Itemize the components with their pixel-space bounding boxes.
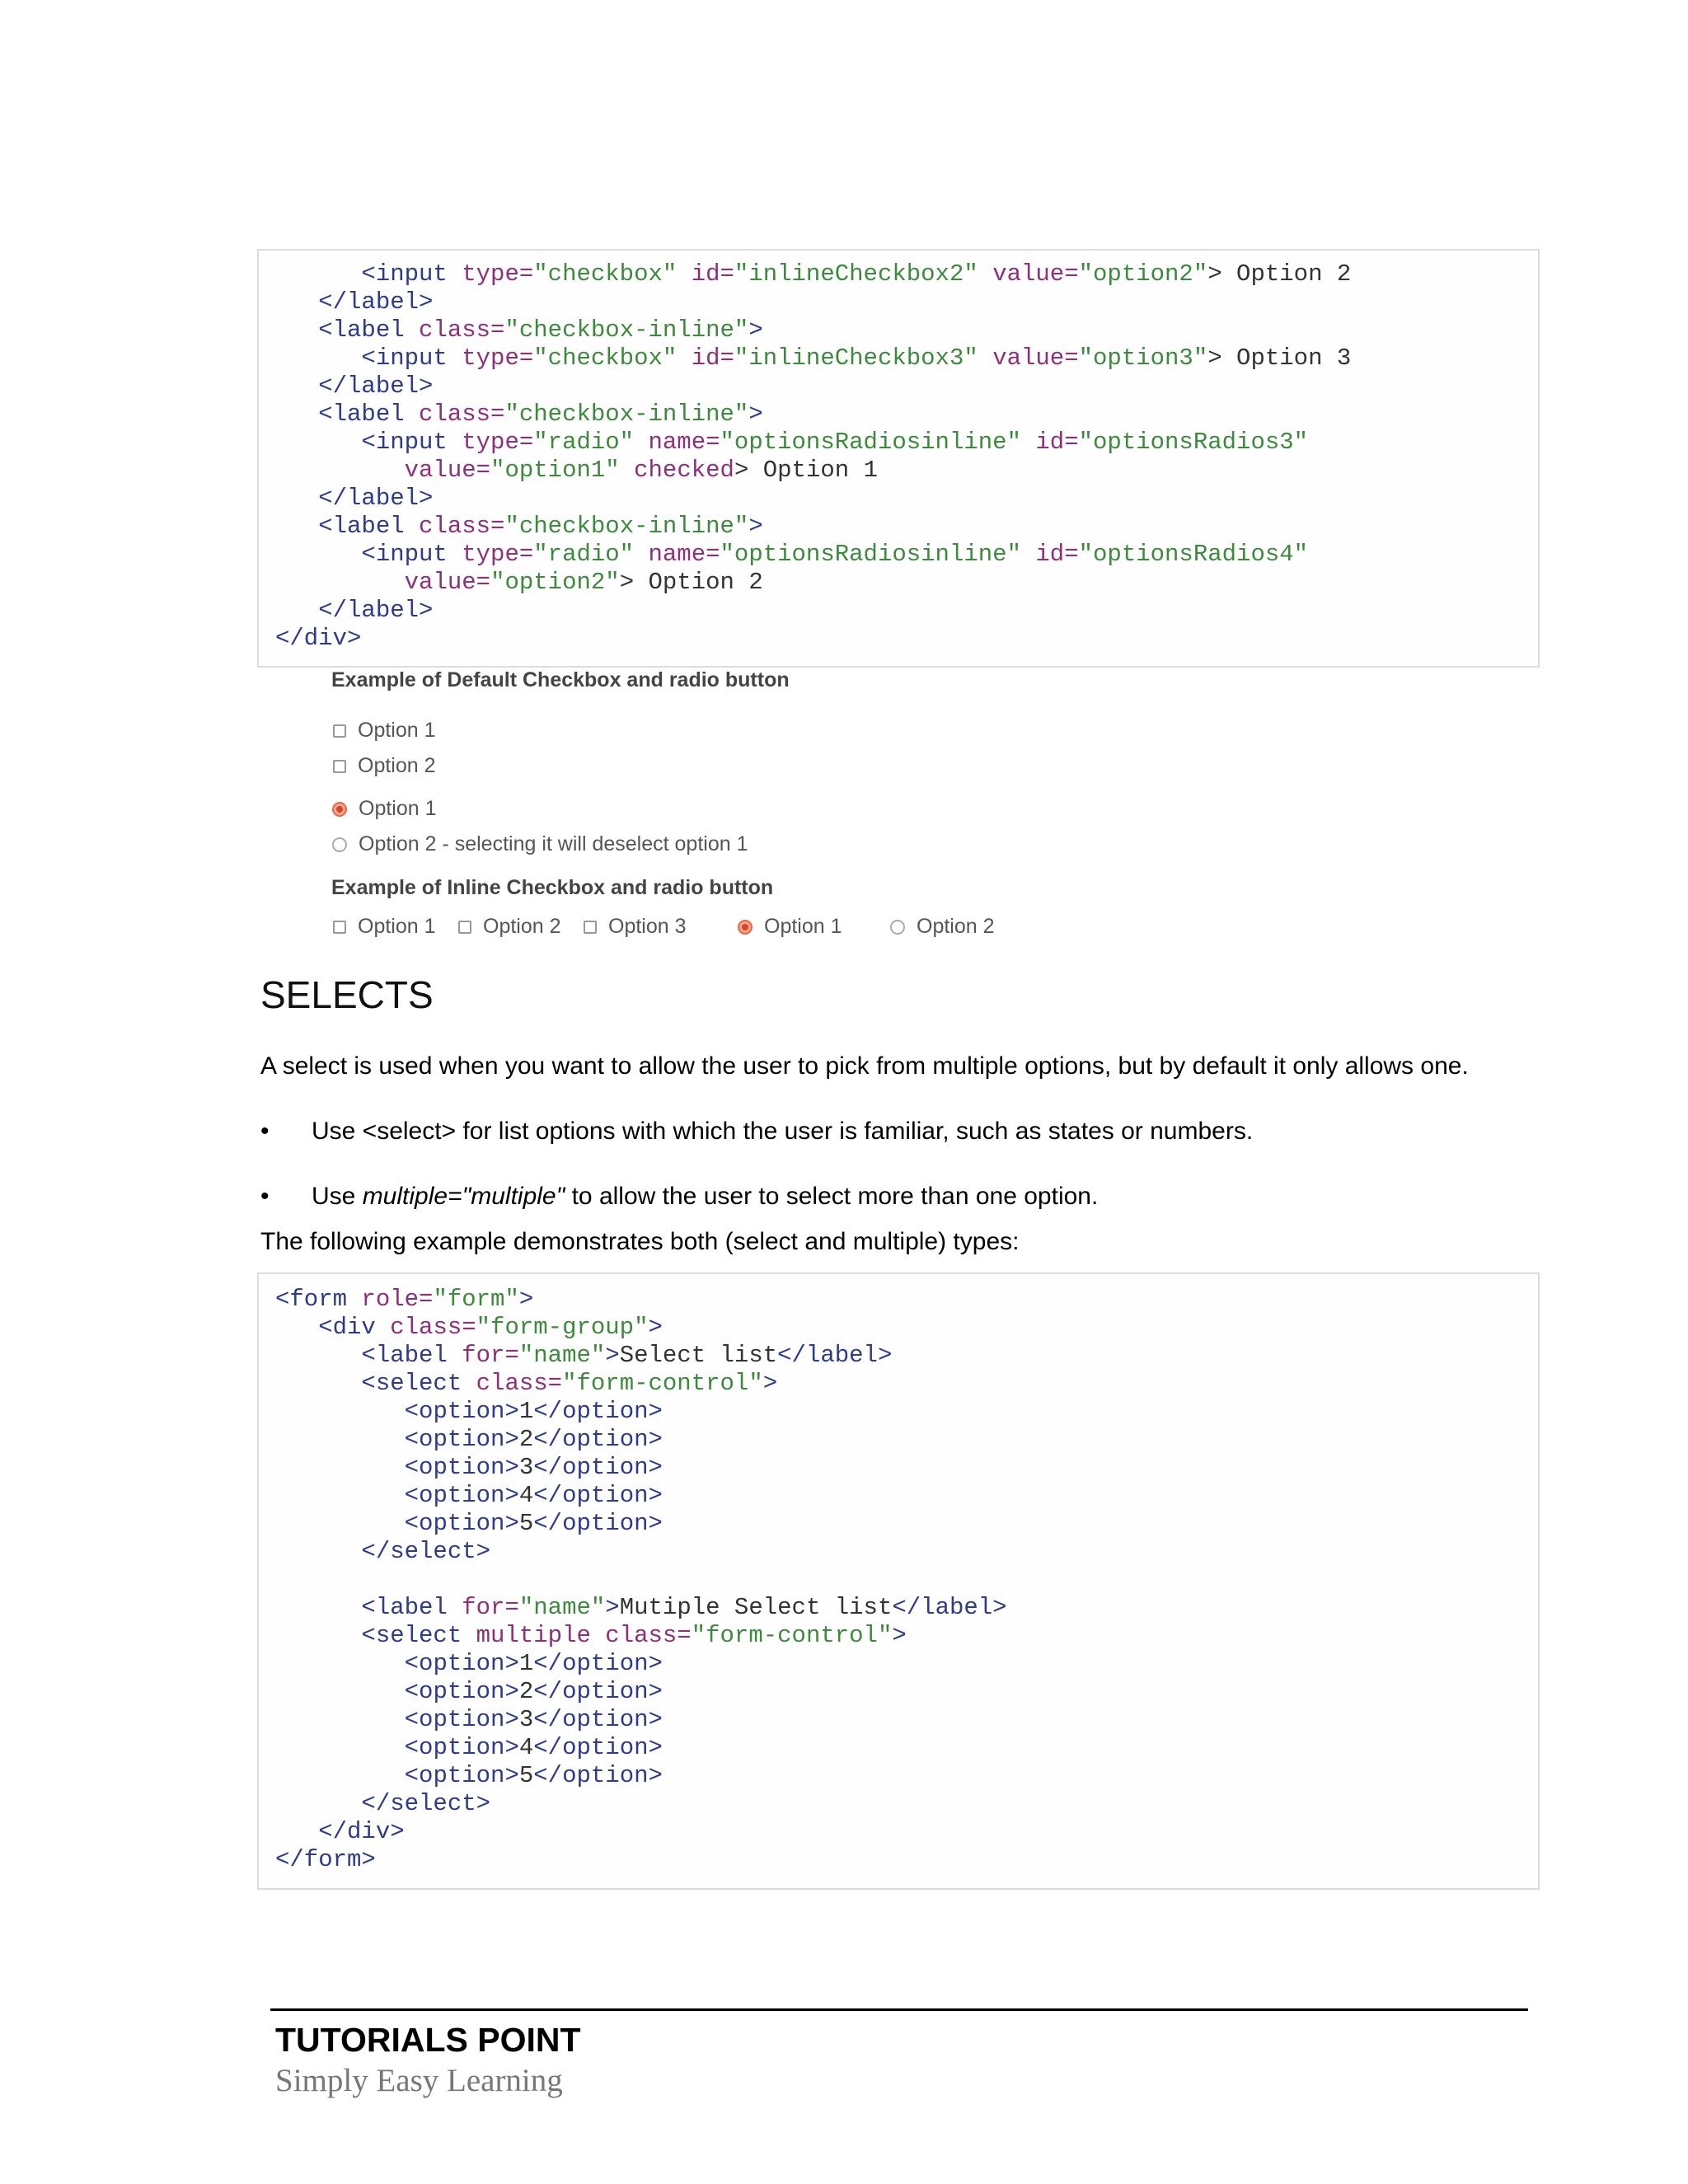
checkbox-icon[interactable] bbox=[333, 921, 346, 934]
code-line bbox=[275, 569, 1538, 597]
code-token bbox=[275, 1342, 361, 1369]
bullet-text-prefix: Use bbox=[312, 1183, 363, 1210]
code-line bbox=[275, 1398, 1538, 1426]
code-token: 2 bbox=[518, 1426, 534, 1453]
code-token: > Option 2 bbox=[619, 569, 763, 596]
code-token: "option3" bbox=[1078, 344, 1208, 372]
code-token: <label bbox=[361, 1594, 462, 1621]
code-token: "option1" bbox=[490, 457, 620, 484]
code-token: id= bbox=[691, 260, 734, 288]
code-token: "name" bbox=[518, 1594, 606, 1621]
footer-subtitle: Simply Easy Learning bbox=[275, 2063, 563, 2098]
code-line bbox=[275, 1482, 1538, 1510]
code-token: </option> bbox=[533, 1762, 663, 1789]
code-token: type= bbox=[462, 429, 534, 456]
code-token: <select bbox=[361, 1370, 476, 1397]
code-token bbox=[1021, 429, 1035, 456]
code-token: </option> bbox=[533, 1650, 663, 1677]
code-line bbox=[275, 1622, 1538, 1650]
code-token: <label bbox=[318, 401, 420, 428]
code-token: <input bbox=[361, 429, 462, 456]
code-token: "radio" bbox=[533, 541, 635, 568]
code-token: <option> bbox=[404, 1678, 519, 1705]
code-line bbox=[275, 1510, 1538, 1538]
code-token bbox=[275, 1426, 405, 1453]
code-line bbox=[275, 1286, 1538, 1314]
code-line bbox=[275, 1314, 1538, 1342]
code-token: "inlineCheckbox3" bbox=[734, 344, 978, 372]
code-token: value= bbox=[404, 457, 491, 484]
checkbox-icon[interactable] bbox=[333, 724, 346, 738]
code-token: <label bbox=[318, 316, 420, 344]
code-token: for= bbox=[462, 1594, 519, 1621]
code-token bbox=[275, 1790, 361, 1817]
code-token: "name" bbox=[518, 1342, 606, 1369]
example-intro: The following example demonstrates both (select and multiple) types: bbox=[260, 1228, 1020, 1255]
code-token: <option> bbox=[404, 1398, 519, 1425]
code-token bbox=[275, 597, 318, 624]
code-token: class= bbox=[605, 1622, 692, 1649]
code-token: Select list bbox=[619, 1342, 778, 1369]
code-line bbox=[275, 513, 1538, 541]
code-line bbox=[275, 1790, 1538, 1818]
code-block-1 bbox=[257, 249, 1540, 668]
demo-inline-checkbox-2[interactable] bbox=[458, 915, 561, 939]
code-line bbox=[275, 316, 1538, 344]
code-token bbox=[275, 373, 318, 400]
code-token: </option> bbox=[533, 1510, 663, 1537]
code-token: class= bbox=[419, 401, 505, 428]
code-token: "checkbox" bbox=[533, 260, 678, 288]
code-token: "form" bbox=[433, 1286, 519, 1313]
code-token: > bbox=[748, 401, 763, 428]
demo-default-radio-2[interactable] bbox=[332, 832, 748, 856]
code-token: 1 bbox=[518, 1650, 534, 1677]
code-token: 4 bbox=[518, 1482, 534, 1509]
code-token: id= bbox=[1035, 541, 1079, 568]
code-line bbox=[275, 1650, 1538, 1678]
code-token: </label> bbox=[318, 373, 434, 400]
code-line bbox=[275, 1678, 1538, 1706]
code-token: </option> bbox=[533, 1398, 663, 1425]
code-token: > bbox=[518, 1286, 534, 1313]
demo-default-checkbox-1[interactable] bbox=[333, 719, 436, 743]
code-token: "optionsRadiosinline" bbox=[720, 541, 1021, 568]
code-token: </div> bbox=[275, 625, 362, 652]
code-token bbox=[275, 1510, 405, 1537]
demo-inline-radio-2[interactable] bbox=[890, 915, 995, 939]
code-token bbox=[978, 260, 992, 288]
code-token: name= bbox=[648, 541, 720, 568]
code-line bbox=[275, 429, 1538, 457]
code-token: > bbox=[605, 1342, 620, 1369]
code-token: "option2" bbox=[1078, 260, 1208, 288]
code-token: > Option 3 bbox=[1207, 344, 1352, 372]
code-line bbox=[275, 1370, 1538, 1398]
code-token: class= bbox=[419, 316, 505, 344]
code-token bbox=[275, 1454, 405, 1481]
bullet-symbol: • bbox=[260, 1183, 270, 1210]
code-token: </label> bbox=[318, 597, 434, 624]
code-token: Mutiple Select list bbox=[619, 1594, 893, 1621]
code-token bbox=[275, 1622, 361, 1649]
code-token: <label bbox=[318, 513, 420, 540]
code-token: > bbox=[748, 513, 763, 540]
code-token: "radio" bbox=[533, 429, 635, 456]
bullet-text-suffix: to allow the user to select more than one option. bbox=[565, 1183, 1099, 1210]
code-token: </option> bbox=[533, 1426, 663, 1453]
bullet-code-inline: multiple="multiple" bbox=[362, 1183, 565, 1210]
footer-title: TUTORIALS POINT bbox=[275, 2021, 581, 2059]
code-line bbox=[275, 485, 1538, 513]
bullet-text bbox=[312, 1183, 1098, 1211]
bullet-symbol: • bbox=[260, 1118, 270, 1145]
code-line bbox=[275, 625, 1538, 653]
code-token bbox=[275, 1734, 405, 1761]
code-token bbox=[275, 513, 318, 540]
code-token: 4 bbox=[518, 1734, 534, 1761]
code-token: <option> bbox=[404, 1510, 519, 1537]
code-line bbox=[275, 1566, 1538, 1594]
code-token bbox=[275, 1650, 405, 1677]
code-token bbox=[677, 344, 691, 372]
code-token bbox=[275, 569, 405, 596]
code-token: class= bbox=[390, 1314, 476, 1341]
code-token: type= bbox=[462, 344, 534, 372]
code-token bbox=[275, 457, 405, 484]
code-token: checked bbox=[634, 457, 734, 484]
code-line bbox=[275, 344, 1538, 373]
code-token: </option> bbox=[533, 1706, 663, 1733]
code-token: </div> bbox=[318, 1818, 405, 1845]
code-token bbox=[275, 1398, 405, 1425]
code-token: "checkbox-inline" bbox=[504, 513, 749, 540]
code-line bbox=[275, 260, 1538, 288]
code-token bbox=[978, 344, 992, 372]
code-token: <option> bbox=[404, 1426, 519, 1453]
code-token bbox=[634, 429, 648, 456]
code-token bbox=[634, 541, 648, 568]
option-label: Option 2 bbox=[358, 754, 436, 777]
demo-inline-checkbox-1[interactable] bbox=[333, 915, 436, 939]
code-token: 3 bbox=[518, 1454, 534, 1481]
code-token: <input bbox=[361, 260, 462, 288]
code-line bbox=[275, 401, 1538, 429]
code-token bbox=[677, 260, 691, 288]
code-line bbox=[275, 1846, 1538, 1874]
code-token: for= bbox=[462, 1342, 519, 1369]
code-token: "option2" bbox=[490, 569, 620, 596]
code-token: <option> bbox=[404, 1734, 519, 1761]
code-token: "form-group" bbox=[476, 1314, 649, 1341]
code-token bbox=[275, 485, 318, 512]
checkbox-radio-demo bbox=[321, 663, 1063, 944]
code-token: value= bbox=[992, 344, 1079, 372]
code-token: > bbox=[748, 316, 763, 344]
code-token: <option> bbox=[404, 1762, 519, 1789]
code-token: <option> bbox=[404, 1482, 519, 1509]
code-token: role= bbox=[361, 1286, 434, 1313]
code-line bbox=[275, 1454, 1538, 1482]
code-line bbox=[275, 1342, 1538, 1370]
section-heading: SELECTS bbox=[260, 973, 434, 1016]
code-line bbox=[275, 373, 1538, 401]
option-label: Option 2 bbox=[917, 915, 995, 938]
code-line bbox=[275, 1706, 1538, 1734]
code-token: class= bbox=[419, 513, 505, 540]
code-token: "optionsRadiosinline" bbox=[720, 429, 1021, 456]
option-label: Option 3 bbox=[608, 915, 687, 938]
demo-default-radio-1[interactable] bbox=[332, 797, 437, 821]
code-token: id= bbox=[691, 344, 734, 372]
code-token: </option> bbox=[533, 1678, 663, 1705]
code-token bbox=[275, 1594, 361, 1621]
code-token bbox=[620, 457, 634, 484]
code-token bbox=[1021, 541, 1035, 568]
code-token: 2 bbox=[518, 1678, 534, 1705]
code-token: "optionsRadios4" bbox=[1078, 541, 1309, 568]
code-block-2-content bbox=[259, 1274, 1538, 1874]
code-token: </label> bbox=[318, 288, 434, 316]
code-token: <select bbox=[361, 1622, 476, 1649]
demo-default-checkbox-2[interactable] bbox=[333, 754, 436, 778]
checkbox-icon[interactable] bbox=[333, 760, 346, 773]
code-token bbox=[275, 429, 361, 456]
code-token: <input bbox=[361, 541, 462, 568]
footer-divider bbox=[270, 2008, 1528, 2011]
option-label: Option 1 bbox=[358, 719, 436, 742]
code-token bbox=[275, 1370, 361, 1397]
code-token: > Option 2 bbox=[1207, 260, 1352, 288]
checkbox-icon[interactable] bbox=[458, 921, 471, 934]
code-line bbox=[275, 1538, 1538, 1566]
code-token: <input bbox=[361, 344, 462, 372]
option-label: Option 2 bbox=[483, 915, 561, 938]
demo-inline-radio-1[interactable] bbox=[738, 915, 842, 939]
code-token: value= bbox=[992, 260, 1079, 288]
code-token: > Option 1 bbox=[734, 457, 878, 484]
option-label: Option 2 - selecting it will deselect option 1 bbox=[359, 832, 748, 855]
radio-checked-icon[interactable] bbox=[332, 802, 347, 817]
code-token: <label bbox=[361, 1342, 462, 1369]
code-token: name= bbox=[648, 429, 720, 456]
code-line bbox=[275, 1762, 1538, 1790]
code-line bbox=[275, 1818, 1538, 1846]
code-token: "form-control" bbox=[691, 1622, 893, 1649]
code-line bbox=[275, 1734, 1538, 1762]
code-token bbox=[275, 1818, 318, 1845]
code-token: <div bbox=[318, 1314, 391, 1341]
code-token bbox=[275, 1482, 405, 1509]
code-token: "inlineCheckbox2" bbox=[734, 260, 978, 288]
code-token bbox=[275, 288, 318, 316]
code-token: 1 bbox=[518, 1398, 534, 1425]
radio-icon[interactable] bbox=[890, 920, 905, 935]
code-token: <option> bbox=[404, 1650, 519, 1677]
demo-default-title: Example of Default Checkbox and radio button bbox=[331, 668, 790, 691]
option-label: Option 1 bbox=[764, 915, 842, 938]
code-token: value= bbox=[404, 569, 491, 596]
code-token: "checkbox-inline" bbox=[504, 316, 749, 344]
code-token: type= bbox=[462, 260, 534, 288]
option-label: Option 1 bbox=[359, 797, 437, 820]
code-token: "form-control" bbox=[562, 1370, 763, 1397]
code-token: </option> bbox=[533, 1454, 663, 1481]
code-token: <option> bbox=[404, 1454, 519, 1481]
code-line bbox=[275, 541, 1538, 569]
code-token: multiple bbox=[476, 1622, 606, 1649]
code-token: </option> bbox=[533, 1482, 663, 1509]
code-token: </label> bbox=[892, 1594, 1007, 1621]
code-token: > bbox=[605, 1594, 620, 1621]
code-token: </label> bbox=[777, 1342, 893, 1369]
code-token bbox=[275, 1706, 405, 1733]
code-token: > bbox=[762, 1370, 778, 1397]
code-token bbox=[275, 1538, 361, 1565]
code-token: <form bbox=[275, 1286, 362, 1313]
bullet-item-2 bbox=[260, 1183, 1546, 1216]
code-block-1-content bbox=[259, 251, 1538, 653]
code-token: "checkbox-inline" bbox=[504, 401, 749, 428]
bullet-text: Use <select> for list options with which the user is familiar, such as states or numbers. bbox=[312, 1118, 1254, 1145]
code-token: type= bbox=[462, 541, 534, 568]
code-token: id= bbox=[1035, 429, 1079, 456]
code-line bbox=[275, 1594, 1538, 1622]
code-token: 3 bbox=[518, 1706, 534, 1733]
code-line bbox=[275, 457, 1538, 485]
code-line bbox=[275, 1426, 1538, 1454]
code-token: "checkbox" bbox=[533, 344, 678, 372]
code-token: </label> bbox=[318, 485, 434, 512]
code-token bbox=[275, 344, 361, 372]
demo-inline-title: Example of Inline Checkbox and radio button bbox=[331, 876, 774, 899]
code-token bbox=[275, 1314, 318, 1341]
code-line bbox=[275, 597, 1538, 625]
option-label: Option 1 bbox=[358, 915, 436, 938]
bullet-item-1 bbox=[260, 1118, 1546, 1151]
code-token bbox=[275, 1678, 405, 1705]
code-token: </form> bbox=[275, 1846, 376, 1873]
code-token bbox=[275, 401, 318, 428]
code-token: </option> bbox=[533, 1734, 663, 1761]
code-token: </select> bbox=[361, 1790, 491, 1817]
code-token bbox=[275, 316, 318, 344]
checkbox-icon[interactable] bbox=[584, 921, 597, 934]
code-token: <option> bbox=[404, 1706, 519, 1733]
demo-inline-checkbox-3[interactable] bbox=[584, 915, 687, 939]
code-token: "optionsRadios3" bbox=[1078, 429, 1309, 456]
code-token: </select> bbox=[361, 1538, 491, 1565]
code-token: 5 bbox=[518, 1762, 534, 1789]
code-token bbox=[275, 1762, 405, 1789]
code-token: 5 bbox=[518, 1510, 534, 1537]
code-line bbox=[275, 288, 1538, 316]
code-token bbox=[275, 260, 361, 288]
code-token: > bbox=[892, 1622, 907, 1649]
radio-checked-icon[interactable] bbox=[738, 920, 753, 935]
intro-paragraph: A select is used when you want to allow the user to pick from multiple options, but by default it only allows one. bbox=[260, 1052, 1469, 1080]
code-token bbox=[275, 541, 361, 568]
radio-icon[interactable] bbox=[332, 837, 347, 852]
code-token: > bbox=[648, 1314, 663, 1341]
code-block-2 bbox=[257, 1272, 1540, 1890]
code-token: class= bbox=[476, 1370, 563, 1397]
